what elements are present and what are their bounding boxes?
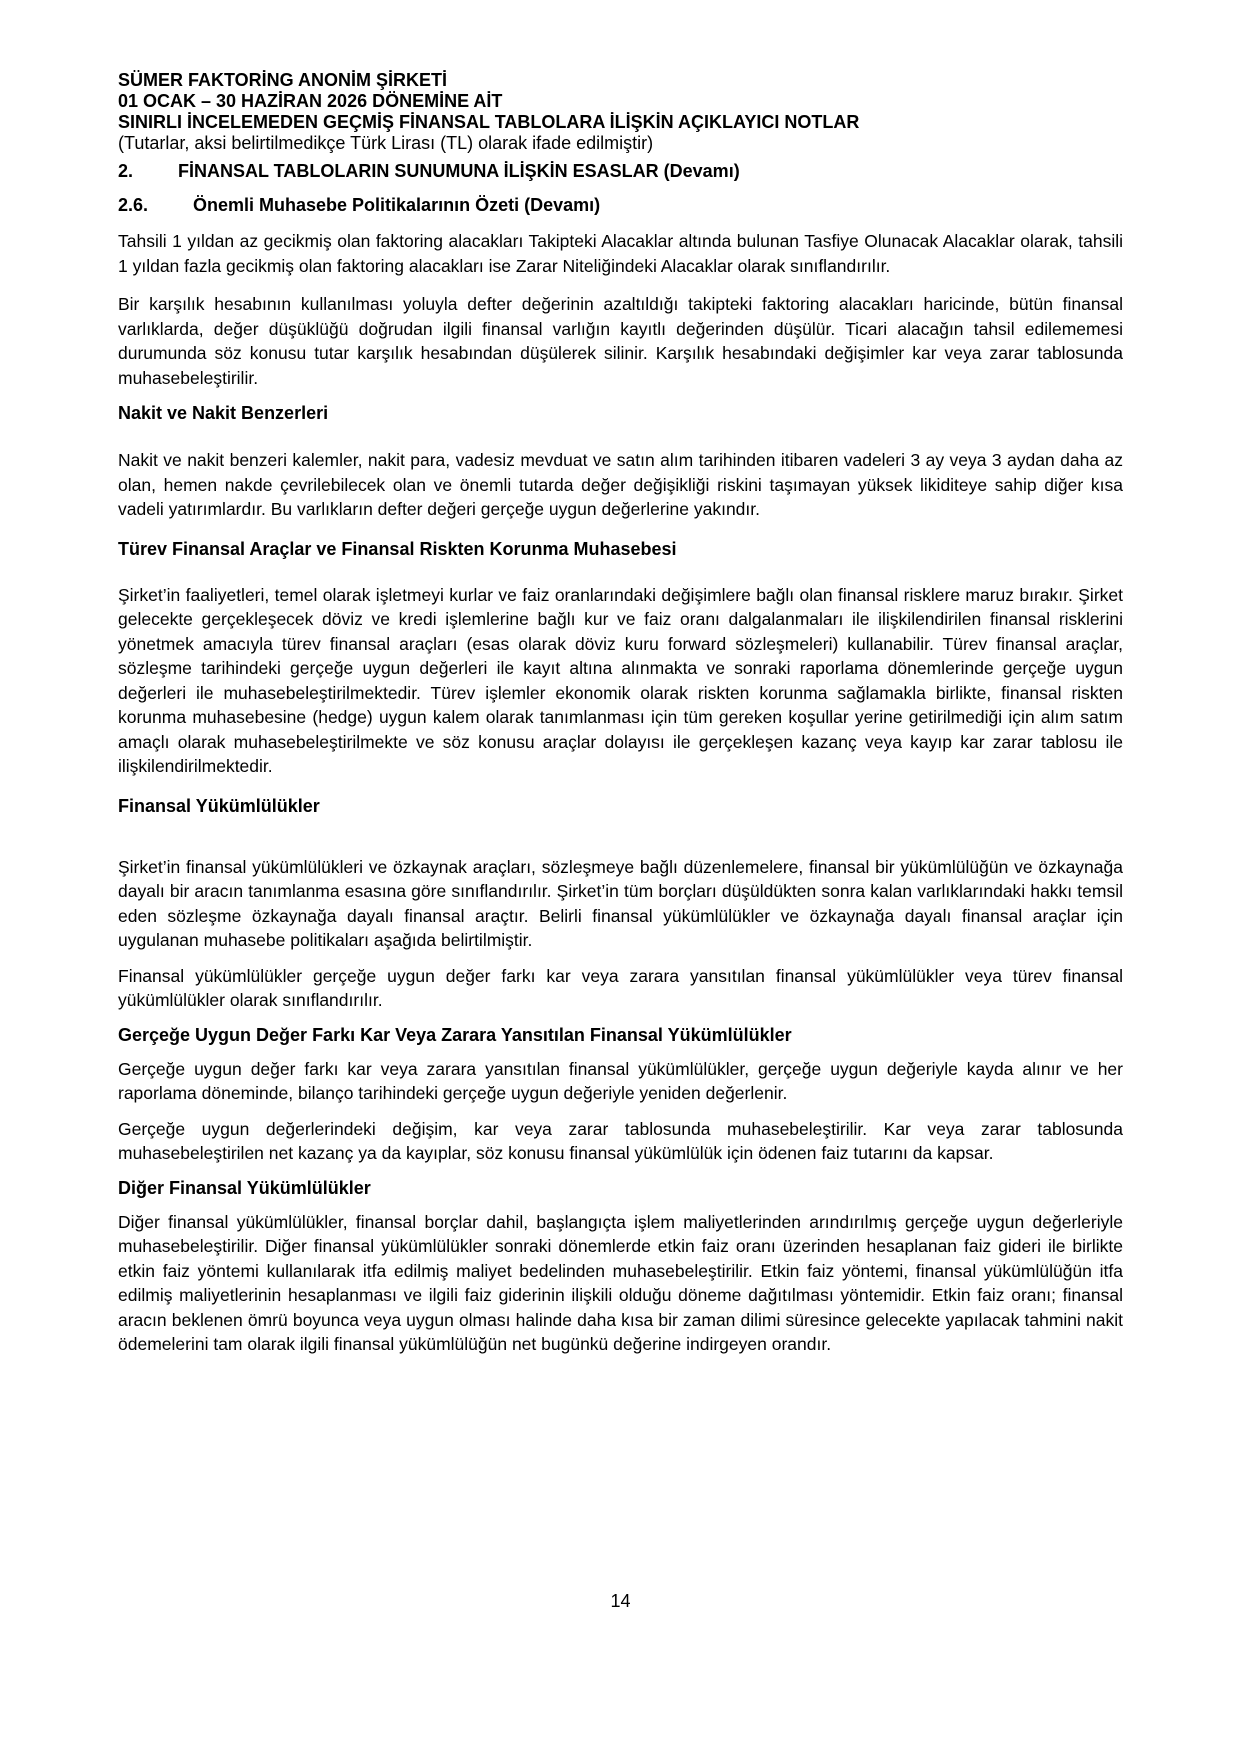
paragraph-overdue-receivables: Tahsili 1 yıldan az gecikmiş olan faktoring alacakları Takipteki Alacaklar altında bulunan Tasfiye Olunacak Alacaklar olarak, tahsili 1 yıldan fazla gecikmiş olan faktoring alacakları ise Zarar Niteliğindeki Alacaklar olarak sınıflandırılır. [118,231,1123,276]
report-period: 01 OCAK – 30 HAZİRAN 2026 DÖNEMİNE AİT [118,91,503,111]
heading-other-liabilities: Diğer Finansal Yükümlülükler [118,1177,371,1198]
paragraph-liability-classification: Finansal yükümlülükler gerçeğe uygun değer farkı kar veya zarara yansıtılan finansal yükümlülükler veya türev finansal yükümlülükler olarak sınıflandırılır. [118,965,1123,1010]
section-title: FİNANSAL TABLOLARIN SUNUMUNA İLİŞKİN ESASLAR (Devamı) [178,161,740,181]
document-page [118,70,1123,1357]
subsection-heading [118,195,1123,216]
section-number: 2. [118,161,134,181]
heading-derivatives: Türev Finansal Araçlar ve Finansal Riskten Korunma Muhasebesi [118,538,677,559]
paragraph-fvtpl-recognition: Gerçeğe uygun değer farkı kar veya zarara yansıtılan finansal yükümlülükler, gerçeğe uygun değeriyle kayda alınır ve her raporlama döneminde, bilanço tarihindeki gerçeğe uygun değeriyle yeniden değerlenir. [118,1058,1123,1103]
report-title: SINIRLI İNCELEMEDEN GEÇMİŞ FİNANSAL TABLOLARA İLİŞKİN AÇIKLAYICI NOTLAR [118,112,860,132]
paragraph-other-liabilities: Diğer finansal yükümlülükler, finansal borçlar dahil, başlangıçta işlem maliyetlerinden arındırılmış gerçeğe uygun değerleriyle muhasebeleştirilir. Diğer finansal yükümlülükler sonraki dönemlerde etkin faiz oranı üzerinden hesaplanan faiz gideri ile birlikte etkin faiz yöntemi kullanılarak itfa edilmiş maliyet bedelinden muhasebeleştirilir. Etkin faiz yöntemi, finansal yükümlülüğün itfa edilmiş maliyetlerinin hesaplanması ve ilgili faiz giderinin ilişkili olduğu döneme dağıtılması yöntemidir. Etkin faiz oranı; finansal aracın beklenen ömrü boyunca veya uygun olması halinde daha kısa bir zaman dilimi süresince gelecekte yapılacak tahmini nakit ödemelerini tam olarak ilgili finansal yükümlülüğün net bugünkü değerine indirgeyen orandır. [118,1211,1123,1354]
section-heading [118,161,1123,182]
paragraph-cash-equivalents: Nakit ve nakit benzeri kalemler, nakit para, vadesiz mevduat ve satın alım tarihinden itibaren vadeleri 3 ay veya 3 aydan daha az olan, hemen nakde çevrilebilecek olan ve önemli tutarda değer değişikliği riskini taşımayan yüksek likiditeye sahip diğer kısa vadeli yatırımlardır. Bu varlıkların defter değeri gerçeğe uygun değerlerine yakındır. [118,450,1123,519]
subsection-title: Önemli Muhasebe Politikalarının Özeti (Devamı) [193,195,601,215]
paragraph-impairment: Bir karşılık hesabının kullanılması yoluyla defter değerinin azaltıldığı takipteki faktoring alacakları haricinde, bütün finansal varlıklarda, değer düşüklüğü doğrudan ilgili finansal varlığın kayıtlı değerinden düşülür. Ticari alacağın tahsil edilememesi durumunda söz konusu tutar karşılık hesabından düşülerek silinir. Karşılık hesabındaki değişimler kar veya zarar tablosunda muhasebeleştirilir. [118,294,1123,388]
paragraph-fvtpl-changes: Gerçeğe uygun değerlerindeki değişim, kar veya zarar tablosunda muhasebeleştirilir. Kar veya zarar tablosunda muhasebeleştirilen net kazanç ya da kayıplar, söz konusu finansal yükümlülük için ödenen faiz tutarını da kapsar. [118,1118,1123,1163]
paragraph-derivatives: Şirket’in faaliyetleri, temel olarak işletmeyi kurlar ve faiz oranlarındaki değişimlere bağlı olan finansal risklere maruz bırakır. Şirket gelecekte gerçekleşecek döviz ve kredi işlemlerine bağlı kur ve faiz oranı dalgalanmaları ile ilişkilendirilen finansal risklerini yönetmek amacıyla türev finansal araçları (esas olarak döviz kuru forward sözleşmeleri) kullanabilir. Türev finansal araçlar, sözleşme tarihindeki gerçeğe uygun değerleri ile kayıt altına alınmakta ve sonraki raporlama dönemlerinde gerçeğe uygun değerleri ile muhasebeleştirilmektedir. Türev işlemler ekonomik olarak riskten korunma sağlamakla birlikte, finansal riskten korunma muhasebesine (hedge) uygun kalem olarak tanımlanması için tüm gereken koşullar yerine getirilmediği için alım satım amaçlı olarak muhasebeleştirilmekte ve söz konusu araçlar dolayısı ile gerçekleşen kazanç veya kayıp kar zarar tablosu ile ilişkilendirilmektedir. [118,584,1123,776]
company-name: SÜMER FAKTORİNG ANONİM ŞİRKETİ [118,70,448,90]
subsection-number: 2.6. [118,195,149,215]
heading-cash-equivalents: Nakit ve Nakit Benzerleri [118,403,329,423]
page-number: 14 [610,1591,631,1611]
heading-financial-liabilities: Finansal Yükümlülükler [118,795,320,816]
heading-fvtpl-liabilities: Gerçeğe Uygun Değer Farkı Kar Veya Zarara Yansıtılan Finansal Yükümlülükler [118,1024,792,1045]
paragraph-financial-liabilities: Şirket’in finansal yükümlülükleri ve özkaynak araçları, sözleşmeye bağlı düzenlemelere, finansal bir yükümlülüğün ve özkaynağa dayalı bir aracın tanımlanma esasına göre sınıflandırılır. Şirket’in tüm borçları düşüldükten sonra kalan varlıklarındaki hakkı temsil eden sözleşme özkaynağa dayalı finansal araçtır. Belirli finansal yükümlülükler ve özkaynağa dayalı finansal araçlar için uygulanan muhasebe politikaları aşağıda belirtilmiştir. [118,856,1123,950]
currency-note: (Tutarlar, aksi belirtilmedikçe Türk Lirası (TL) olarak ifade edilmiştir) [118,133,654,153]
